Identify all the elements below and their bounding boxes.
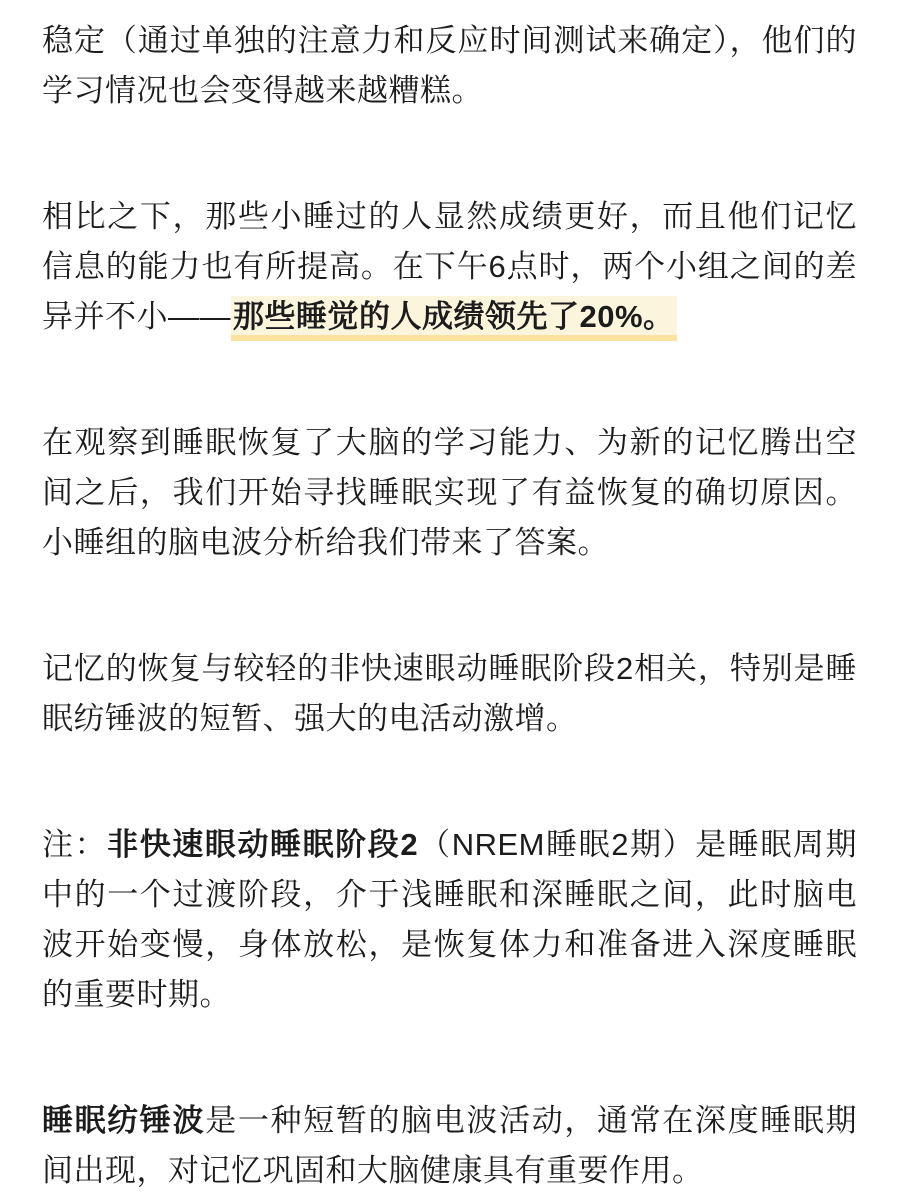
text-run: 稳定（通过单独的注意力和反应时间测试来确定），他们的学习情况也会变得越来越糟糕。 [42, 23, 857, 108]
text-run: 在观察到睡眠恢复了大脑的学习能力、为新的记忆腾出空间之后，我们开始寻找睡眠实现了有益恢复的确切原因。小睡组的脑电波分析给我们带来了答案。 [42, 425, 857, 560]
paragraph-sleep-spindle-definition [42, 1096, 857, 1196]
paragraph-nap-group-results [42, 192, 857, 342]
bold-term-nrem-stage2: 非快速眼动睡眠阶段2 [107, 827, 419, 862]
paragraph-learning-decline [42, 16, 857, 116]
text-run: 注： [42, 827, 108, 862]
text-run: 记忆的恢复与较轻的非快速眼动睡眠阶段2相关，特别是睡眠纺锤波的短暂、强大的电活动激增。 [42, 651, 857, 736]
text-run: 是一种短暂的脑电波活动，通常在深度睡眠期间出现，对记忆巩固和大脑健康具有重要作用。 [42, 1103, 858, 1188]
paragraph-nrem-stage2-link [42, 644, 857, 744]
highlighted-text[interactable]: 那些睡觉的人成绩领先了20%。 [231, 296, 677, 341]
paragraph-search-for-cause [42, 418, 857, 568]
paragraph-note-nrem-definition [42, 820, 857, 1020]
text-run: 相比之下，那些小睡过的人显然成绩更好，而且他们记忆信息的能力也有所提高。在下午6点时，两个小组之间的差异并不小—— [42, 199, 857, 334]
bold-term-sleep-spindle: 睡眠纺锤波 [42, 1103, 206, 1138]
text-run: （NREM睡眠2期）是睡眠周期中的一个过渡阶段，介于浅睡眠和深睡眠之间，此时脑电波开始变慢，身体放松，是恢复体力和准备进入深度睡眠的重要时期。 [42, 827, 857, 1012]
